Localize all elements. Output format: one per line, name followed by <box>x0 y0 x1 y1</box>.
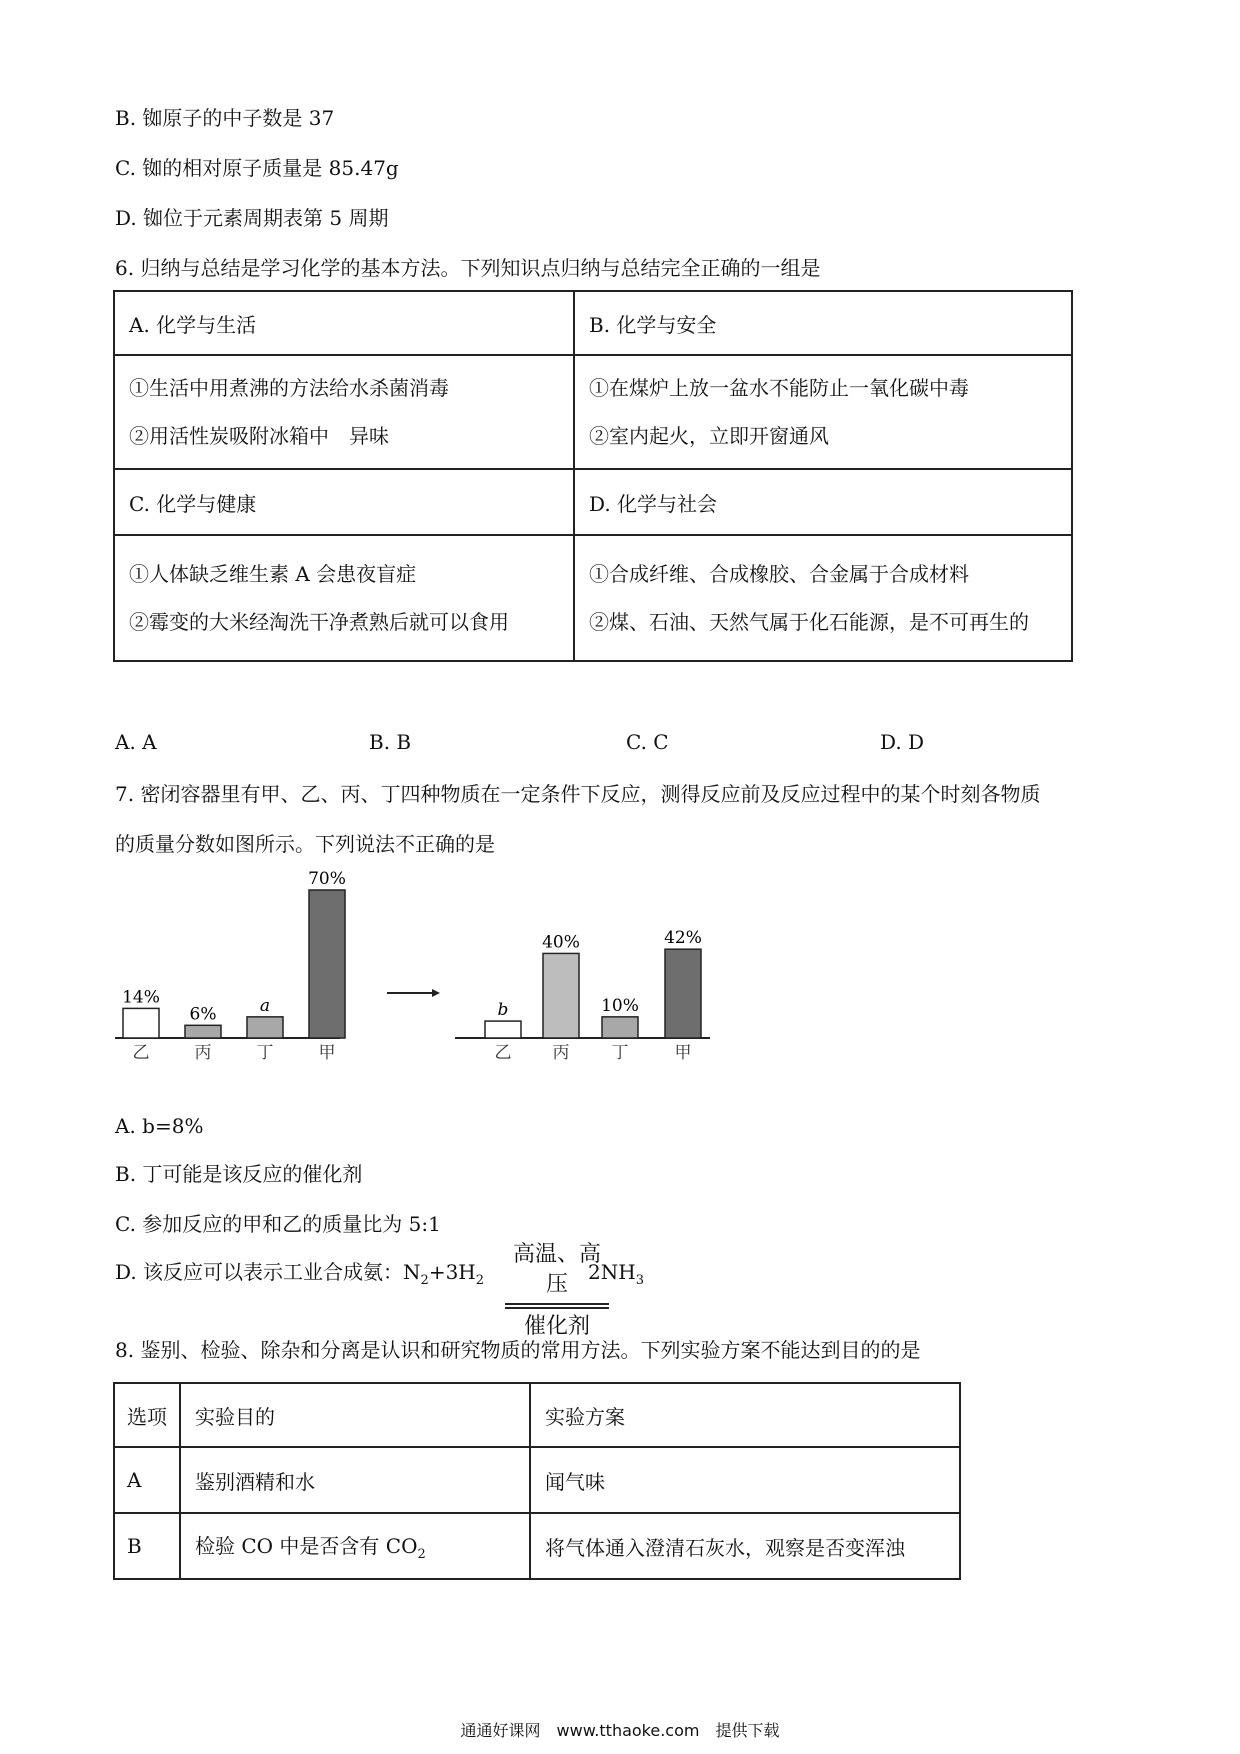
bar-value-label: 10% <box>601 995 639 1016</box>
condition-rule <box>505 1303 609 1309</box>
q7-stem-line1: 7. 密闭容器里有甲、乙、丙、丁四种物质在一定条件下反应，测得反应前及反应过程中的某个时刻各物质 <box>115 782 1041 806</box>
page-footer: 通通好课网 www.tthaoke.com 提供下载 <box>460 1721 780 1740</box>
bar-甲 <box>665 949 701 1038</box>
q7-stem-line2: 的质量分数如图所示。下列说法不正确的是 <box>115 832 495 856</box>
q8-row-b-plan: 将气体通入澄清石灰水，观察是否变浑浊 <box>530 1513 960 1579</box>
q8-header-option: 选项 <box>114 1383 180 1447</box>
q8-header-goal: 实验目的 <box>180 1383 530 1447</box>
bar-丁 <box>602 1017 638 1038</box>
q6-option-a: A. A <box>115 730 157 754</box>
q8-row-b-option: B <box>114 1513 180 1579</box>
tick-label: 乙 <box>132 1043 150 1063</box>
q6-cell-b-body: ①在煤炉上放一盆水不能防止一氧化碳中毒 ②室内起火，立即开窗通风 <box>574 355 1072 469</box>
q5-option-d: D. 铷位于元素周期表第 5 周期 <box>115 206 389 230</box>
tick-label: 甲 <box>674 1043 692 1063</box>
q6-cell-c-head: C. 化学与健康 <box>114 469 574 535</box>
q6-stem: 6. 归纳与总结是学习化学的基本方法。下列知识点归纳与总结完全正确的一组是 <box>115 256 821 280</box>
tick-label: 丁 <box>256 1043 274 1063</box>
tick-label: 甲 <box>318 1043 336 1063</box>
bar-value-label: 14% <box>122 987 160 1008</box>
bar-value-label: 40% <box>542 932 580 953</box>
q8-row-a-plan: 闻气味 <box>530 1447 960 1513</box>
q8-row-a-option: A <box>114 1447 180 1513</box>
q6-cell-d-body: ①合成纤维、合成橡胶、合金属于合成材料 ②煤、石油、天然气属于化石能源，是不可再生的 <box>574 535 1072 661</box>
q6-cell-c-body: ①人体缺乏维生素 A 会患夜盲症 ②霉变的大米经淘洗干净煮熟后就可以食用 <box>114 535 574 661</box>
bar-丙 <box>185 1025 221 1038</box>
tick-label: 乙 <box>494 1043 512 1063</box>
bar-value-label: 42% <box>664 928 702 949</box>
q8-header-plan: 实验方案 <box>530 1383 960 1447</box>
q7-option-a: A. b=8% <box>115 1114 204 1138</box>
bar-乙 <box>123 1008 159 1038</box>
q5-option-b: B. 铷原子的中子数是 37 <box>115 106 335 130</box>
tick-label: 丙 <box>552 1043 570 1063</box>
bar-value-label: 70% <box>308 870 346 889</box>
q5-option-c: C. 铷的相对原子质量是 85.47g <box>115 156 399 180</box>
bar-value-label: a <box>259 995 271 1016</box>
arrow-icon <box>387 989 440 997</box>
bar-chart-during <box>455 928 710 1063</box>
q6-cell-d-head: D. 化学与社会 <box>574 469 1072 535</box>
q6-cell-b-head: B. 化学与安全 <box>574 291 1072 355</box>
bar-value-label: b <box>497 1000 509 1021</box>
q6-table <box>113 290 1073 662</box>
condition-bottom: 催化剂 <box>523 1314 590 1339</box>
tick-label: 丙 <box>194 1043 212 1063</box>
q6-option-d: D. D <box>880 730 925 754</box>
q6-cell-a-head: A. 化学与生活 <box>114 291 574 355</box>
bar-丙 <box>543 953 579 1038</box>
q6-option-c: C. C <box>626 730 669 754</box>
condition-top: 高温、高压 <box>512 1242 601 1297</box>
q6-cell-a-body: ①生活中用煮沸的方法给水杀菌消毒 ②用活性炭吸附冰箱中 异味 <box>114 355 574 469</box>
q8-row-a-goal: 鉴别酒精和水 <box>180 1447 530 1513</box>
q7-bar-charts <box>110 870 730 1085</box>
tick-label: 丁 <box>611 1043 629 1063</box>
bar-乙 <box>485 1021 521 1038</box>
q8-table <box>113 1382 961 1580</box>
q6-option-b: B. B <box>369 730 412 754</box>
reaction-condition <box>505 1240 609 1342</box>
q7-option-b: B. 丁可能是该反应的催化剂 <box>115 1162 363 1186</box>
q7-option-c: C. 参加反应的甲和乙的质量比为 5:1 <box>115 1212 441 1236</box>
bar-丁 <box>247 1017 283 1038</box>
bar-value-label: 6% <box>189 1004 217 1025</box>
q8-stem: 8. 鉴别、检验、除杂和分离是认识和研究物质的常用方法。下列实验方案不能达到目的的是 <box>115 1338 921 1362</box>
bar-chart-before <box>115 870 346 1063</box>
q7-option-d: D. 该反应可以表示工业合成氨：$N_2+3H_2$ $2NH_3$ <box>115 1260 644 1288</box>
q8-row-b-goal: 检验 CO 中是否含有 $CO_2$ <box>180 1513 530 1579</box>
bar-甲 <box>309 890 345 1038</box>
